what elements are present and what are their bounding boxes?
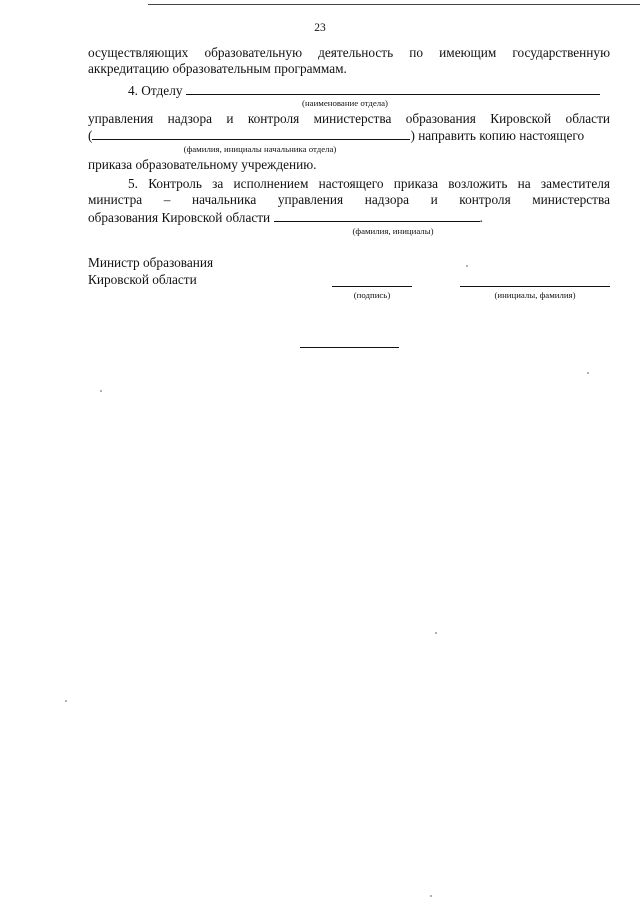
page-number: 23 <box>314 22 326 34</box>
body-line-8: министра – начальника управления надзора и контроля министерства <box>88 192 610 207</box>
department-blank <box>186 82 600 95</box>
caption-signature: (подпись) <box>353 290 391 300</box>
item-5-line: 5. Контроль за исполнением настоящего приказа возложить на заместителя <box>128 176 610 191</box>
head-name-blank <box>92 127 410 140</box>
scan-speck <box>435 632 437 634</box>
paren-close-text: ) направить копию настоящего <box>410 128 585 143</box>
deputy-name-blank <box>274 209 480 222</box>
top-border-rule <box>148 4 640 5</box>
caption-initials: (инициалы, фамилия) <box>494 290 576 300</box>
body-line-6: приказа образовательному учреждению. <box>88 157 317 172</box>
end-rule <box>300 347 399 348</box>
body-line-9-text: образования Кировской области <box>88 210 271 225</box>
head-of-department-line <box>88 127 610 144</box>
initials-line <box>460 286 610 287</box>
item-4-label: 4. Отделу <box>128 83 183 98</box>
body-line-9-end: . <box>479 210 483 225</box>
signatory-title-line-2: Кировской области <box>88 272 197 287</box>
item-4-line <box>128 82 610 99</box>
signatory-title-line-1: Министр образования <box>88 255 214 270</box>
scan-speck <box>466 265 468 267</box>
signature-line <box>332 286 412 287</box>
body-line-9 <box>88 209 610 226</box>
caption-department: (наименование отдела) <box>302 98 388 108</box>
body-line-1: осуществляющих образовательную деятельность по имеющим государственную <box>88 45 610 60</box>
scan-speck <box>65 700 67 702</box>
body-line-4: управления надзора и контроля министерства образования Кировской области <box>88 111 610 126</box>
caption-name: (фамилия, инициалы) <box>352 226 434 236</box>
scan-speck <box>430 895 432 897</box>
paren-open: ( <box>88 128 93 143</box>
scan-speck <box>587 372 589 374</box>
caption-head-of-department: (фамилия, инициалы начальника отдела) <box>183 144 337 154</box>
body-line-2: аккредитацию образовательным программам. <box>88 61 347 76</box>
scan-speck <box>100 390 102 392</box>
